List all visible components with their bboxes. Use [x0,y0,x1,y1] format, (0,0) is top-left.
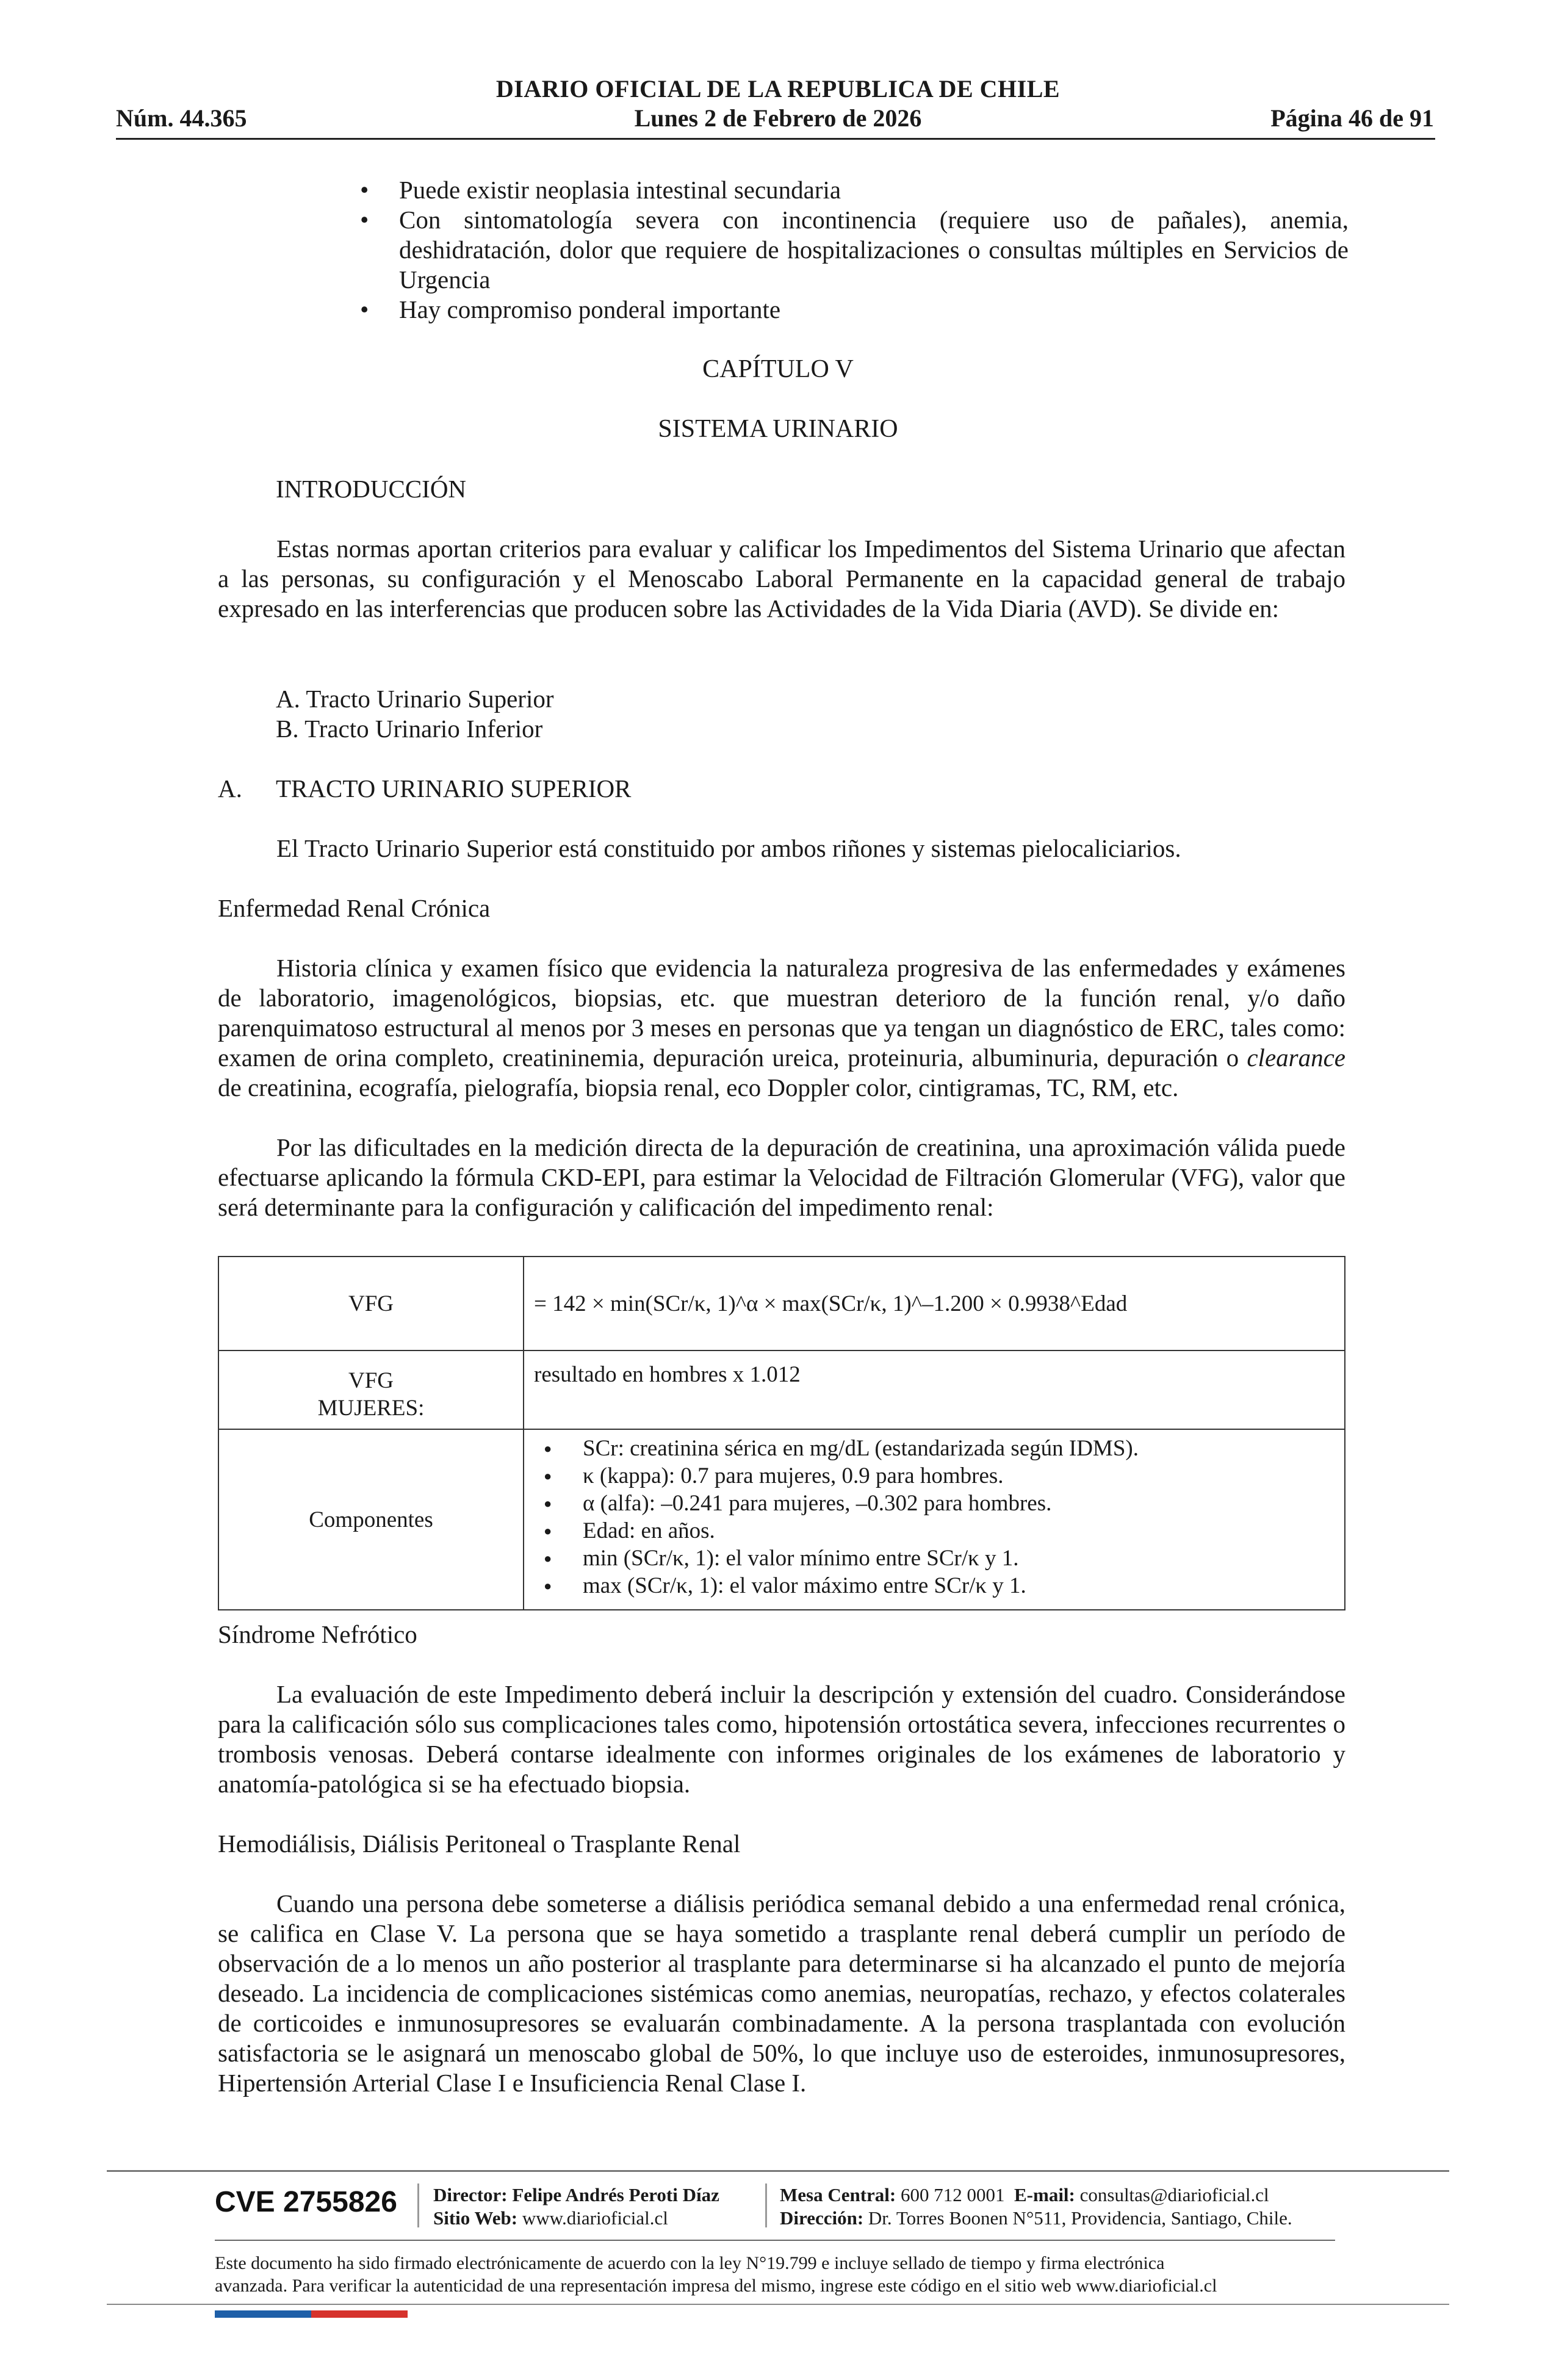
footer-divider [107,2170,1449,2172]
director-name: Felipe Andrés Peroti Díaz [512,2184,719,2205]
bullet-list [360,175,1349,325]
section-a-letter: A. [218,774,242,802]
table-cell-components [524,1429,1345,1610]
footer-separator [765,2183,767,2227]
bullet-marker: • [360,176,369,204]
bullet-marker: • [360,206,369,234]
section-a-paragraph [218,834,1345,864]
label-line: VFG [348,1368,394,1393]
table-cell-value: resultado en hombres x 1.012 [524,1350,1345,1429]
erc-paragraph-2-text: Por las dificultades en la medición directa de la depuración de creatinina, una aproximación válida puede efectuarse aplicando la fórmula CKD-EPI, para estimar la Velocidad de Filtración Glomerular (VFG), valor que será determinante para la configuración y calificación del impedimento renal: [218,1133,1345,1221]
address-value: Dr. Torres Boonen N°511, Providencia, Santiago, Chile. [868,2207,1292,2229]
legal-line: avanzada. Para verificar la autenticidad de una representación impresa del mismo, ingrese este código en el sitio web www.diarioficial.cl [215,2276,1217,2296]
bullet-marker: • [360,295,369,323]
phone-label: Mesa Central: [780,2184,896,2205]
list-item: ● SCr: creatinina sérica en mg/dL (estandarizada según IDMS). [583,1435,1344,1462]
address-label: Dirección: [780,2207,864,2229]
erc-heading: Enfermedad Renal Crónica [218,894,491,922]
intro-paragraph [218,534,1345,624]
email-link[interactable]: consultas@diarioficial.cl [1079,2184,1269,2205]
list-item: ● min (SCr/κ, 1): el valor mínimo entre SCr/κ y 1. [583,1545,1344,1572]
page-number: Página 46 de 91 [1270,104,1434,132]
footer-divider-2 [215,2240,1335,2241]
footer-divider-3 [107,2304,1449,2305]
erc-paragraph-italic: clearance [1247,1044,1345,1072]
vfg-table [218,1256,1345,1610]
section-a-paragraph-text: El Tracto Urinario Superior está constituido por ambos riñones y sistemas pielocaliciarios. [276,834,1181,862]
contact-info [780,2183,1292,2230]
division-item: B. Tracto Urinario Inferior [276,715,543,743]
table-cell-label: VFG [218,1257,524,1350]
list-item: ● max (SCr/κ, 1): el valor máximo entre SCr/κ y 1. [583,1572,1344,1599]
chapter-subtitle: SISTEMA URINARIO [658,415,898,443]
list-item-text: Hay compromiso ponderal importante [399,295,781,323]
nephrotic-paragraph-text: La evaluación de este Impedimento deberá incluir la descripción y extensión del cuadro. Considerándose para la calificación sólo sus complicaciones tales como, hipotensión ortostática severa, infecciones recurrentes o trombosis venosas. Deberá contarse idealmente con informes originales de los exámenes de laboratorio y anatomía-patológica si se ha efectuado biopsia. [218,1680,1345,1798]
intro-heading: INTRODUCCIÓN [276,475,467,503]
dialysis-paragraph [218,1889,1345,2098]
email-label: E-mail: [1014,2184,1075,2205]
division-list [276,684,554,744]
issue-number: Núm. 44.365 [116,104,247,132]
table-row [218,1429,1345,1610]
list-item: ● Edad: en años. [583,1517,1344,1545]
website-link[interactable]: www.diarioficial.cl [522,2207,668,2229]
phone-number: 600 712 0001 [901,2184,1005,2205]
table-cell-formula: = 142 × min(SCr/κ, 1)^α × max(SCr/κ, 1)^–1.200 × 0.9938^Edad [524,1257,1345,1350]
newspaper-title: DIARIO OFICIAL DE LA REPUBLICA DE CHILE [495,75,1061,103]
list-item [360,205,1349,295]
list-item-text: Con sintomatología severa con incontinencia (requiere uso de pañales), anemia, deshidratación, dolor que requiere de hospitalizaciones o consultas múltiples en Servicios de Urgencia [399,206,1349,294]
director-info [433,2183,719,2230]
section-a-title: TRACTO URINARIO SUPERIOR [276,774,632,802]
table-cell-label: Componentes [218,1429,524,1610]
list-item [360,175,1349,205]
web-label: Sitio Web: [433,2207,518,2229]
division-item: A. Tracto Urinario Superior [276,685,554,713]
flag-stripe-red [311,2310,408,2318]
components-list [534,1435,1344,1599]
flag-stripe-blue [215,2310,311,2318]
dialysis-heading: Hemodiálisis, Diálisis Peritoneal o Trasplante Renal [218,1830,741,1858]
list-item: ● α (alfa): –0.241 para mujeres, –0.302 para hombres. [583,1490,1344,1517]
erc-paragraph [218,953,1345,1103]
cve-code: CVE 2755826 [215,2186,397,2218]
table-cell-label [218,1350,524,1429]
intro-paragraph-text: Estas normas aportan criterios para evaluar y calificar los Impedimentos del Sistema Urinario que afectan a las personas, su configuración y el Menoscabo Laboral Permanente en la capacidad general de trabajo expresado en las interferencias que producen sobre las Actividades de la Vida Diaria (AVD). Se divide en: [218,535,1345,622]
dialysis-paragraph-text: Cuando una persona debe someterse a diálisis periódica semanal debido a una enfermedad renal crónica, se califica en Clase V. La persona que se haya sometido a trasplante renal deberá cumplir un período de observación de a lo menos un año posterior al trasplante para determinarse si ha alcanzado el punto de mejoría deseado. La incidencia de complicaciones sistémicas como anemias, neuropatías, rechazo, y efectos colaterales de corticoides e inmunosupresores se evaluarán combinadamente. A la persona trasplantada con evolución satisfactoria se le asignará un menoscabo global de 50%, lo que incluye uso de esteroides, inmunosupresores, Hipertensión Arterial Clase I e Insuficiencia Renal Clase I. [218,1889,1345,2097]
erc-paragraph-text: Historia clínica y examen físico que evidencia la naturaleza progresiva de las enfermedades y exámenes de laboratorio, imagenológicos, biopsias, etc. que muestran deterioro de la función renal, y/o daño parenquimatoso estructural al menos por 3 meses en personas que ya tengan un diagnóstico de ERC, tales como: examen de orina completo, creatininemia, depuración ureica, proteinuria, albuminuria, depuración o [218,954,1345,1072]
table-row [218,1257,1345,1350]
legal-line: Este documento ha sido firmado electrónicamente de acuerdo con la ley N°19.799 e incluye sellado de tiempo y firma electrónica [215,2253,1165,2273]
director-label: Director: [433,2184,508,2205]
list-item: ● κ (kappa): 0.7 para mujeres, 0.9 para hombres. [583,1462,1344,1490]
footer-separator [417,2183,419,2227]
nephrotic-heading: Síndrome Nefrótico [218,1620,417,1648]
label-line: MUJERES: [317,1396,425,1421]
legal-notice [215,2252,1374,2297]
chapter-title: CAPÍTULO V [702,355,854,383]
erc-paragraph-text-end: de creatinina, ecografía, pielografía, biopsia renal, eco Doppler color, cintigramas, TC, RM, etc. [218,1073,1179,1102]
table-row [218,1350,1345,1429]
erc-paragraph-2 [218,1133,1345,1222]
list-item-text: Puede existir neoplasia intestinal secundaria [399,176,841,204]
issue-date: Lunes 2 de Febrero de 2026 [634,104,922,132]
list-item [360,295,1349,325]
header-divider [116,138,1435,140]
nephrotic-paragraph [218,1679,1345,1799]
